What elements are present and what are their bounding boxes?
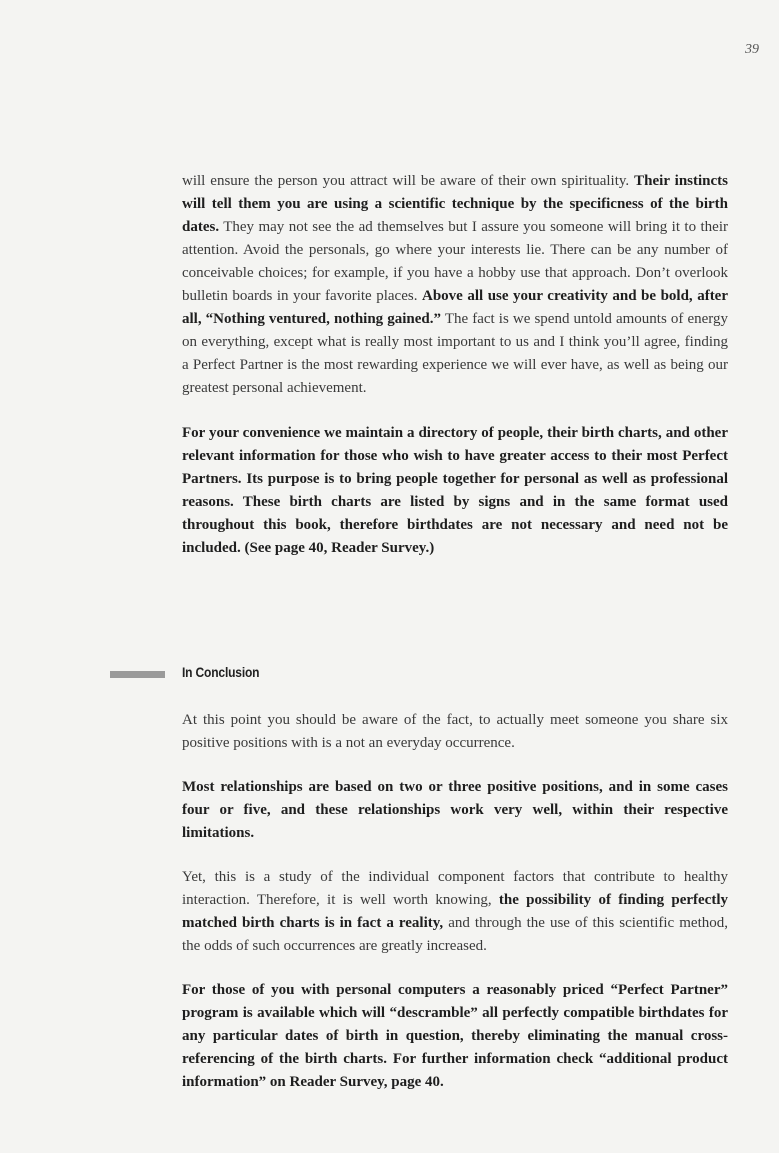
bold-text: the possibility of finding perfectly matched birth charts is in fact a reality, [182,892,728,931]
body-text [182,170,728,560]
paragraph: Most relationships are based on two or three positive positions, and in some cases four or five, and these relationships work very well, within their respective limitations. [182,779,728,841]
text-run: The fact is we spend untold amounts of energy on everything, except what is really most important to us and I think you’ll agree, finding a Perfect Partner is the most rewarding experience we will ever have, as well as being our greatest personal achievement. [182,311,728,396]
paragraph [182,170,728,400]
bold-text: Their instincts will tell them you are using a scientific technique by the specificness of the birth dates. [182,173,729,235]
section-heading: In Conclusion [182,664,260,680]
bold-text: Above all use your creativity and be bold, after all, “Nothing ventured, nothing gained.” [182,288,728,327]
text-run: They may not see the ad themselves but I assure you someone will bring it to their attention. Avoid the personals, go where your interests lie. There can be any number of conceivable choices; for example, if you have a hobby use that approach. Don’t overlook bulletin boards in your favorite places. [182,219,728,304]
directory-paragraph: For your convenience we maintain a directory of people, their birth charts, and other relevant information for those who wish to have greater access to their most Perfect Partners. Its purpose is to bring people together for personal as well as professional reasons. These birth charts are listed by signs and in the same format used throughout this book, therefore birthdates are not necessary and need not be included. (See page 40, Reader Survey.) [182,425,728,556]
paragraph: At this point you should be aware of the fact, to actually meet someone you share six positive positions with is a not an everyday occurrence. [182,712,728,751]
page-number: 39 [745,42,759,57]
text-run: will ensure the person you attract will be aware of their own spirituality. [182,173,635,189]
text-run: and through the use of this scientific method, the odds of such occurrences are greatly increased. [182,915,728,954]
section-marker-bar [110,671,165,678]
paragraph: For those of you with personal computers a reasonably priced “Perfect Partner” program is available which will “descramble” all perfectly compatible birthdates for any particular dates of birth in question, thereby eliminating the manual cross-referencing of the birth charts. For further information check “additional product information” on Reader Survey, page 40. [182,982,728,1090]
paragraph [182,866,728,958]
text-run: Yet, this is a study of the individual component factors that contribute to healthy interaction. Therefore, it is well worth knowing, [182,869,728,908]
conclusion-text [182,709,728,1094]
